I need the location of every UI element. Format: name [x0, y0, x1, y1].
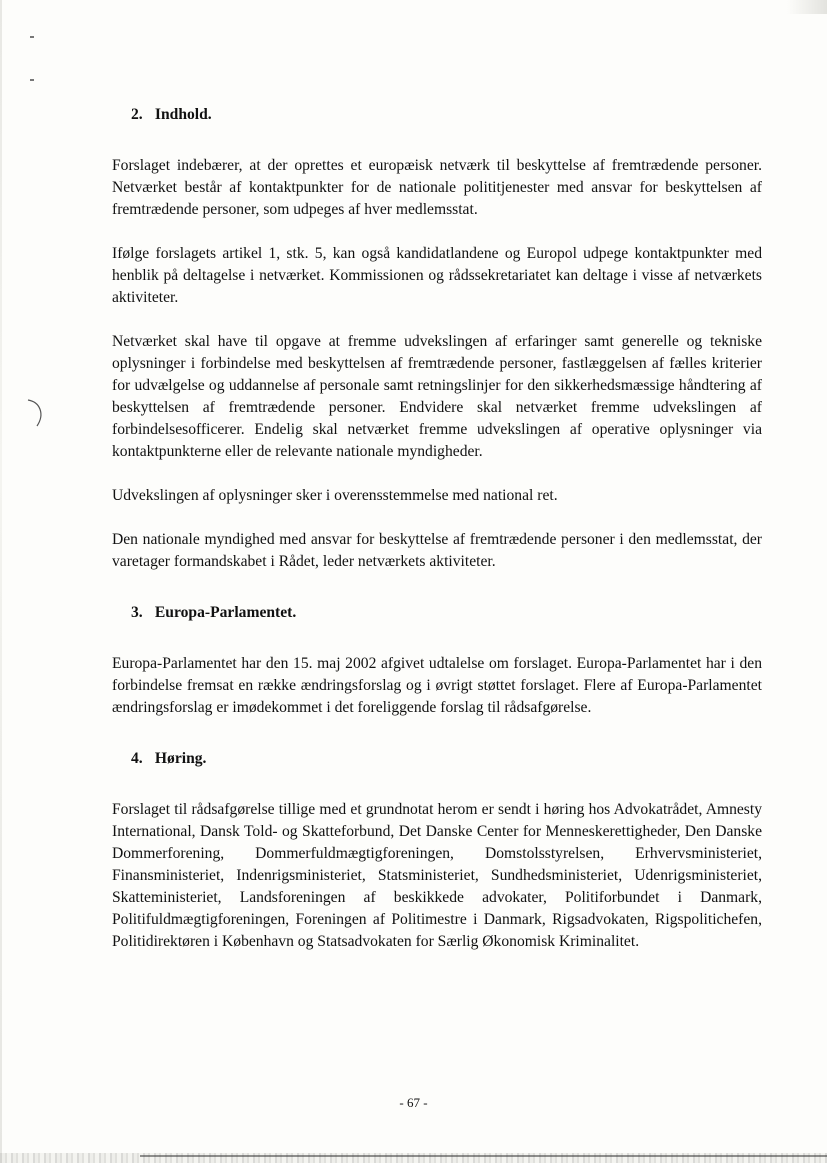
document-body: [112, 104, 762, 953]
scan-speck: [30, 79, 34, 81]
page-number: - 67 -: [399, 1095, 428, 1110]
paragraph: Forslaget til rådsafgørelse tillige med et grundnotat herom er sendt i høring hos Advokatrådet, Amnesty International, Dansk Told- og Skatteforbund, Det Danske Center for Menneskerettigheder, Den Danske Dommerforening, Dommerfuldmægtigforeningen, Domstolsstyrelsen, Erhvervsministeriet, Finansministeriet, Indenrigsministeriet, Statsministeriet, Sundhedsministeriet, Udenrigsministeriet, Skatteministeriet, Landsforeningen af beskikkede advokater, Politiforbundet i Danmark, Politifuldmægtigforeningen, Foreningen af Politimestre i Danmark, Rigsadvokaten, Rigspolitichefen, Politidirektøren i København og Statsadvokaten for Særlig Økonomisk Kriminalitet.: [112, 801, 762, 950]
paragraph: Europa-Parlamentet har den 15. maj 2002 afgivet udtalelse om forslaget. Europa-Parlamentet har i den forbindelse fremsat en række ændringsforslag og i øvrigt støttet forslaget. Flere af Europa-Parlamentet ændringsforslag er imødekommet i det foreliggende forslag til rådsafgørelse.: [112, 655, 762, 716]
section-number: 4.: [131, 750, 143, 767]
scan-smudge: [787, 0, 827, 14]
section-europa-parlamentet: [112, 602, 762, 719]
punch-hole-icon: [18, 397, 48, 431]
paragraph: Ifølge forslagets artikel 1, stk. 5, kan også kandidatlandene og Europol udpege kontaktpunkter med henblik på deltagelse i netværket. Kommissionen og rådssekretariatet kan deltage i visse af netværkets aktiviteter.: [112, 245, 762, 306]
section-heading: [112, 602, 762, 624]
section-title: Indhold.: [154, 106, 212, 123]
section-title: Europa-Parlamentet.: [154, 604, 297, 621]
paragraph: Udvekslingen af oplysninger sker i overensstemmelse med national ret.: [112, 487, 558, 504]
section-number: 3.: [131, 604, 143, 621]
paragraph: Netværket skal have til opgave at fremme udvekslingen af erfaringer samt generelle og tekniske oplysninger i forbindelse med beskyttelsen af fremtrædende personer, fastlæggelsen af fælles kriterier for udvælgelse og uddannelse af personale samt retningslinjer for den sikkerhedsmæssige håndtering af beskyttelsen af fremtrædende personer. Endvidere skal netværket fremme udvekslingen af forbindelsesofficerer. Endelig skal netværket fremme udvekslingen af operative oplysninger via kontaktpunkterne eller de relevante nationale myndigheder.: [112, 333, 762, 460]
section-number: 2.: [131, 106, 143, 123]
paragraph: Den nationale myndighed med ansvar for beskyttelse af fremtrædende personer i den medlemsstat, der varetager formandskabet i Rådet, leder netværkets aktiviteter.: [112, 531, 762, 570]
scan-speck: [30, 36, 34, 38]
paragraph: Forslaget indebærer, at der oprettes et europæisk netværk til beskyttelse af fremtrædende personer. Netværket består af kontaktpunkter for de nationale polititjenester med ansvar for beskyttelsen af fremtrædende personer, som udpeges af hver medlemsstat.: [112, 157, 762, 218]
section-heading: [112, 104, 762, 126]
section-heading: [112, 748, 762, 770]
section-indhold: [112, 104, 762, 573]
section-title: Høring.: [154, 750, 207, 767]
section-hoering: [112, 748, 762, 953]
scan-edge: [0, 0, 2, 1163]
scan-bottom-line: [140, 1155, 827, 1157]
